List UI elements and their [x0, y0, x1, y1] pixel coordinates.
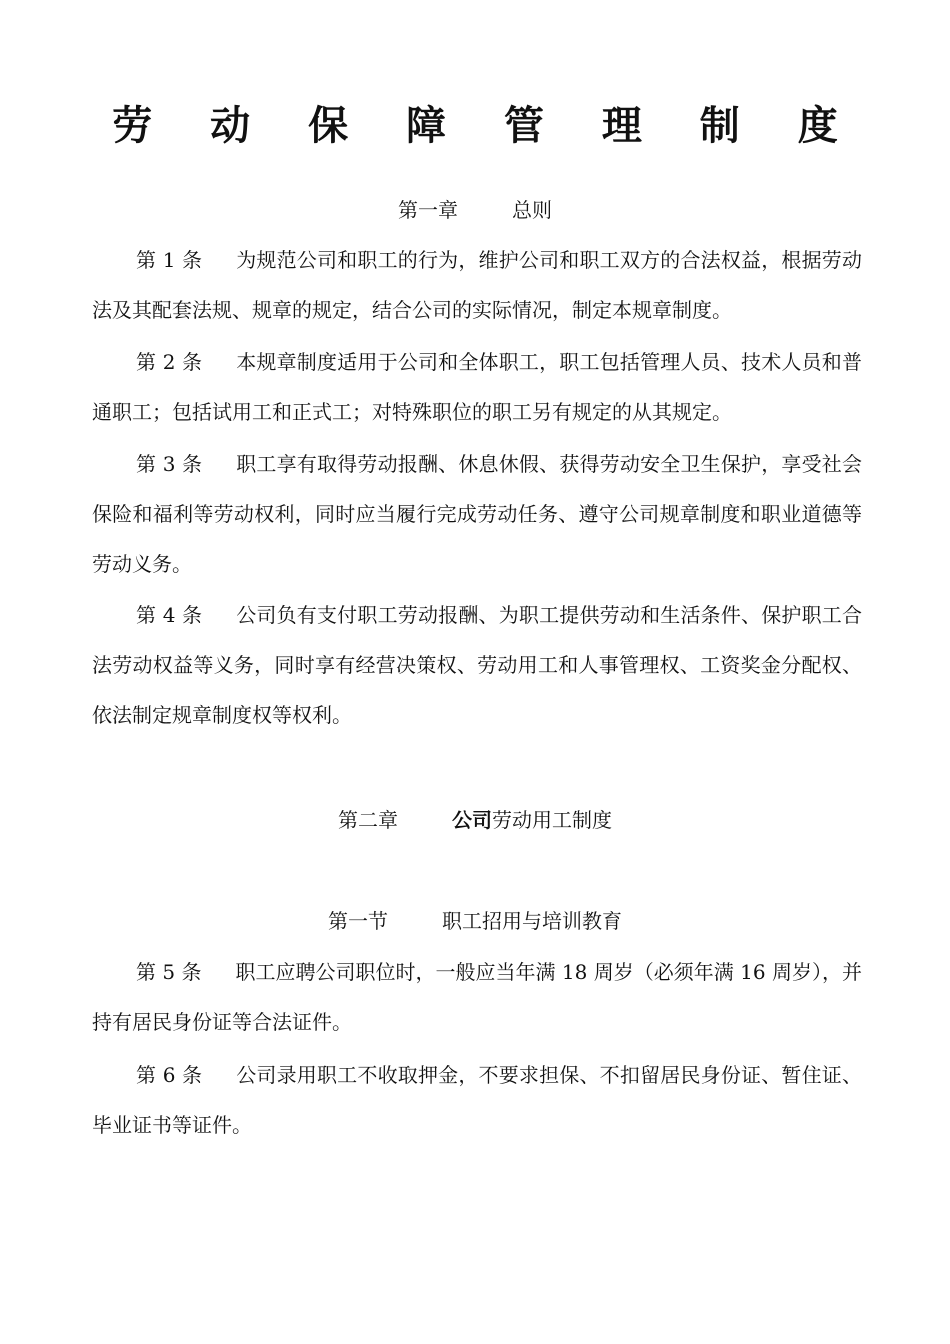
article-5-number: 第 5 条 [136, 960, 202, 984]
article-4 [92, 590, 862, 740]
article-2-text: 本规章制度适用于公司和全体职工，职工包括管理人员、技术人员和普通职工；包括试用工和正式工；对特殊职位的职工另有规定的从其规定。 [92, 350, 862, 424]
article-5 [92, 947, 862, 1047]
section-1-number: 第一节 [328, 909, 388, 933]
section-1-heading [0, 906, 950, 936]
chapter-2-name-bold: 公司 [452, 808, 492, 832]
chapter-1-heading [0, 195, 950, 225]
article-2-number: 第 2 条 [136, 350, 203, 374]
chapter-2-number: 第二章 [338, 808, 398, 832]
article-3-number: 第 3 条 [136, 452, 203, 476]
article-6 [92, 1050, 862, 1150]
article-2 [92, 337, 862, 437]
article-5-text: 职工应聘公司职位时，一般应当年满 18 周岁（必须年满 16 周岁），并持有居民身份证等合法证件。 [92, 960, 862, 1034]
article-3-text: 职工享有取得劳动报酬、休息休假、获得劳动安全卫生保护，享受社会保险和福利等劳动权利，同时应当履行完成劳动任务、遵守公司规章制度和职业道德等劳动义务。 [92, 452, 862, 576]
article-4-text: 公司负有支付职工劳动报酬、为职工提供劳动和生活条件、保护职工合法劳动权益等义务，同时享有经营决策权、劳动用工和人事管理权、工资奖金分配权、依法制定规章制度权等权利。 [92, 603, 862, 727]
article-6-text: 公司录用职工不收取押金，不要求担保、不扣留居民身份证、暂住证、毕业证书等证件。 [92, 1063, 862, 1137]
chapter-1-name: 总则 [512, 198, 552, 222]
chapter-2-heading [0, 805, 950, 835]
chapter-2-name-rest: 劳动用工制度 [492, 808, 612, 832]
chapter-1-number: 第一章 [398, 198, 458, 222]
article-1 [92, 235, 862, 335]
article-6-number: 第 6 条 [136, 1063, 203, 1087]
article-1-number: 第 1 条 [136, 248, 203, 272]
article-1-text: 为规范公司和职工的行为，维护公司和职工双方的合法权益，根据劳动法及其配套法规、规章的规定，结合公司的实际情况，制定本规章制度。 [92, 248, 862, 322]
article-4-number: 第 4 条 [136, 603, 203, 627]
section-1-name: 职工招用与培训教育 [442, 909, 622, 933]
article-3 [92, 439, 862, 589]
document-title: 劳 动 保 障 管 理 制 度 [112, 103, 860, 149]
